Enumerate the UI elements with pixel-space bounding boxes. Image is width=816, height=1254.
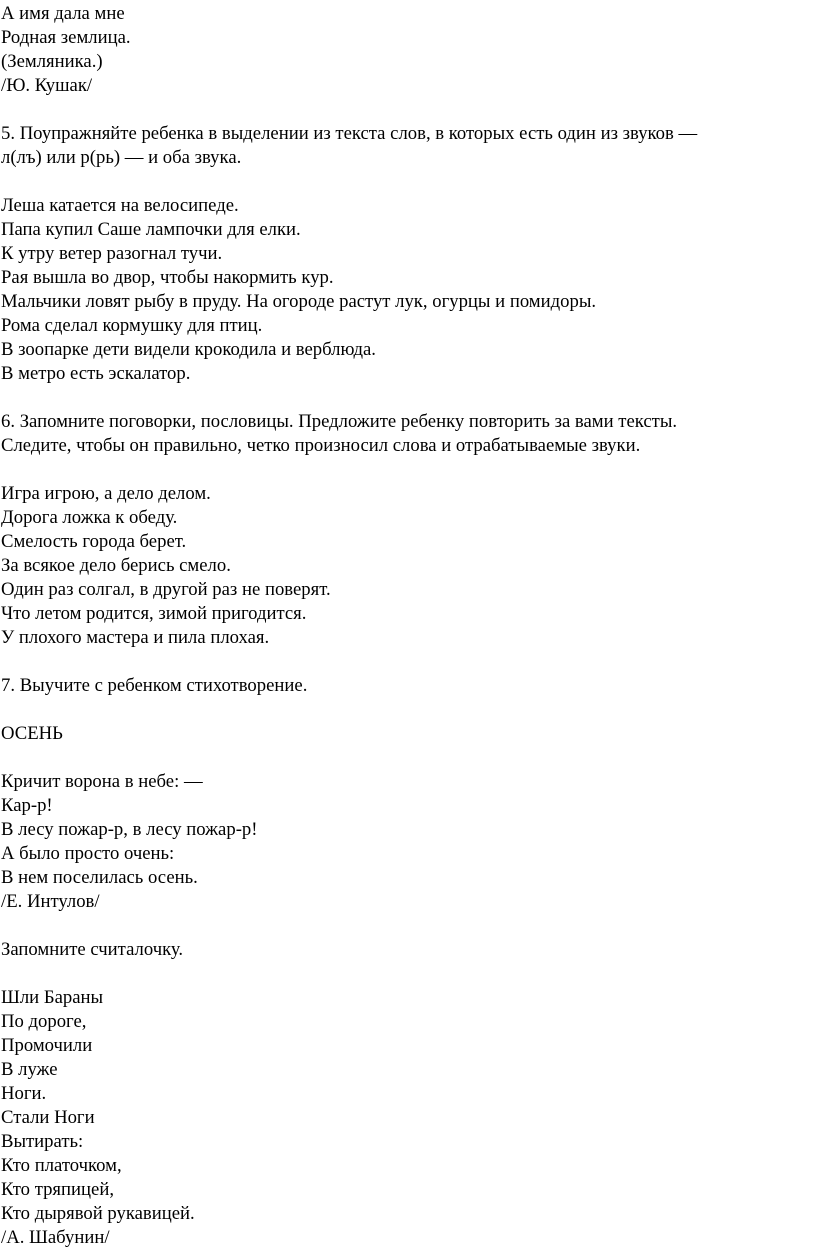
task5-sentence: К утру ветер разогнал тучи. <box>1 243 223 264</box>
task5-sentence: Рома сделал кормушку для птиц. <box>1 315 263 336</box>
task6-instruction: Следите, чтобы он правильно, четко произносил слова и отрабатываемые звуки. <box>1 435 641 456</box>
poem-author: /Е. Интулов/ <box>1 891 100 912</box>
rhyme-line: В луже <box>1 1059 58 1080</box>
proverb: Смелость города берет. <box>1 531 187 552</box>
rhyme-line: Кто тряпицей, <box>1 1179 114 1200</box>
rhyme-line: Стали Ноги <box>1 1107 95 1128</box>
task5-sentence: В метро есть эскалатор. <box>1 363 191 384</box>
proverb: За всякое дело берись смело. <box>1 555 231 576</box>
rhyme-line: Вытирать: <box>1 1131 84 1152</box>
task6-instruction: 6. Запомните поговорки, пословицы. Предложите ребенку повторить за вами тексты. <box>1 411 678 432</box>
poem-line: (Земляника.) <box>1 51 103 72</box>
task5-instruction: 5. Поупражняйте ребенка в выделении из текста слов, в которых есть один из звуков — <box>1 123 698 144</box>
poem-line: А было просто очень: <box>1 843 175 864</box>
task7-instruction: 7. Выучите с ребенком стихотворение. <box>1 675 308 696</box>
rhyme-line: Шли Бараны <box>1 987 104 1008</box>
task5-instruction: л(лъ) или р(рь) — и оба звука. <box>1 147 242 168</box>
counting-rhyme-instruction: Запомните считалочку. <box>1 939 184 960</box>
proverb: Один раз солгал, в другой раз не поверят. <box>1 579 331 600</box>
task5-sentence: В зоопарке дети видели крокодила и верблюда. <box>1 339 376 360</box>
rhyme-line: Кто дырявой рукавицей. <box>1 1203 195 1224</box>
task5-sentence: Рая вышла во двор, чтобы накормить кур. <box>1 267 334 288</box>
poem-line: В нем поселилась осень. <box>1 867 198 888</box>
poem-author: /Ю. Кушак/ <box>1 75 93 96</box>
poem-line: Кар-р! <box>1 795 53 816</box>
poem-line: Родная землица. <box>1 27 131 48</box>
rhyme-line: По дороге, <box>1 1011 87 1032</box>
rhyme-line: Ноги. <box>1 1083 47 1104</box>
proverb: У плохого мастера и пила плохая. <box>1 627 270 648</box>
poem-line: А имя дала мне <box>1 3 125 24</box>
proverb: Игра игрою, а дело делом. <box>1 483 211 504</box>
rhyme-line: Кто платочком, <box>1 1155 122 1176</box>
proverb: Что летом родится, зимой пригодится. <box>1 603 307 624</box>
task5-sentence: Леша катается на велосипеде. <box>1 195 239 216</box>
task5-sentence: Папа купил Саше лампочки для елки. <box>1 219 301 240</box>
rhyme-line: Промочили <box>1 1035 93 1056</box>
rhyme-author: /А. Шабунин/ <box>1 1227 110 1248</box>
poem-title: ОСЕНЬ <box>1 723 63 744</box>
poem-line: Кричит ворона в небе: — <box>1 771 203 792</box>
proverb: Дорога ложка к обеду. <box>1 507 178 528</box>
task5-sentence: Мальчики ловят рыбу в пруду. На огороде растут лук, огурцы и помидоры. <box>1 291 597 312</box>
poem-line: В лесу пожар-р, в лесу пожар-р! <box>1 819 258 840</box>
